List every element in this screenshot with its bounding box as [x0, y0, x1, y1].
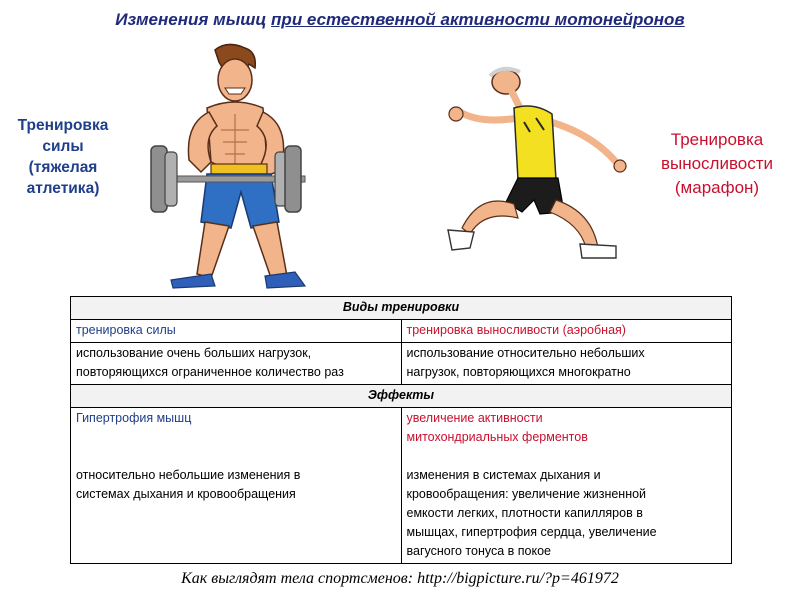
endurance-column-header: тренировка выносливости (аэробная) [401, 320, 732, 343]
endurance-usage-cell [401, 343, 732, 385]
cell-line: изменения в системах дыхания и [406, 468, 601, 482]
cell-line: увеличение активности [406, 411, 543, 425]
title-part-2: при естественной активности мотонейронов [271, 10, 685, 29]
training-table [70, 296, 732, 564]
title-part-1: Изменения мышц [115, 10, 267, 29]
label-line: Тренировка [670, 130, 764, 149]
source-caption: Как выглядят тела спортсменов: http://bigpicture.ru/?p=461972 [181, 570, 619, 587]
cell-line: системах дыхания и кровообращения [76, 487, 296, 501]
training-types-header: Виды тренировки [71, 297, 732, 320]
cell-line: относительно небольшие изменения в [76, 468, 301, 482]
cell-line: митохондриальных ферментов [406, 430, 588, 444]
label-line: выносливости [660, 154, 774, 173]
cell-line: мышцах, гипертрофия сердца, увеличение [406, 525, 657, 539]
cell-line: кровообращения: увеличение жизненной [406, 487, 647, 501]
cell-line: использование относительно небольших [406, 346, 645, 360]
strength-effects-cell [71, 408, 402, 564]
strength-usage-cell [71, 343, 402, 385]
cell-line: емкости легких, плотности капилляров в [406, 506, 643, 520]
page-title [0, 10, 800, 30]
weightlifter-illustration [145, 42, 310, 292]
cell-line: повторяющихся ограниченное количество раз [76, 365, 344, 379]
strength-column-header: тренировка силы [71, 320, 402, 343]
endurance-training-label [636, 128, 798, 200]
label-line: (тяжелая [28, 159, 98, 176]
label-line: Тренировка [17, 117, 109, 134]
runner-illustration [440, 62, 640, 264]
effects-header: Эффекты [71, 385, 732, 408]
cell-line: вагусного тонуса в покое [406, 544, 552, 558]
cell-line: Гипертрофия мышц [76, 411, 192, 425]
strength-training-label [4, 115, 122, 199]
cell-line: использование очень больших нагрузок, [76, 346, 312, 360]
cell-line: нагрузок, повторяющихся многократно [406, 365, 631, 379]
endurance-effects-cell [401, 408, 732, 564]
label-line: (марафон) [674, 178, 760, 197]
label-line: атлетика) [26, 180, 100, 197]
label-line: силы [42, 138, 84, 155]
